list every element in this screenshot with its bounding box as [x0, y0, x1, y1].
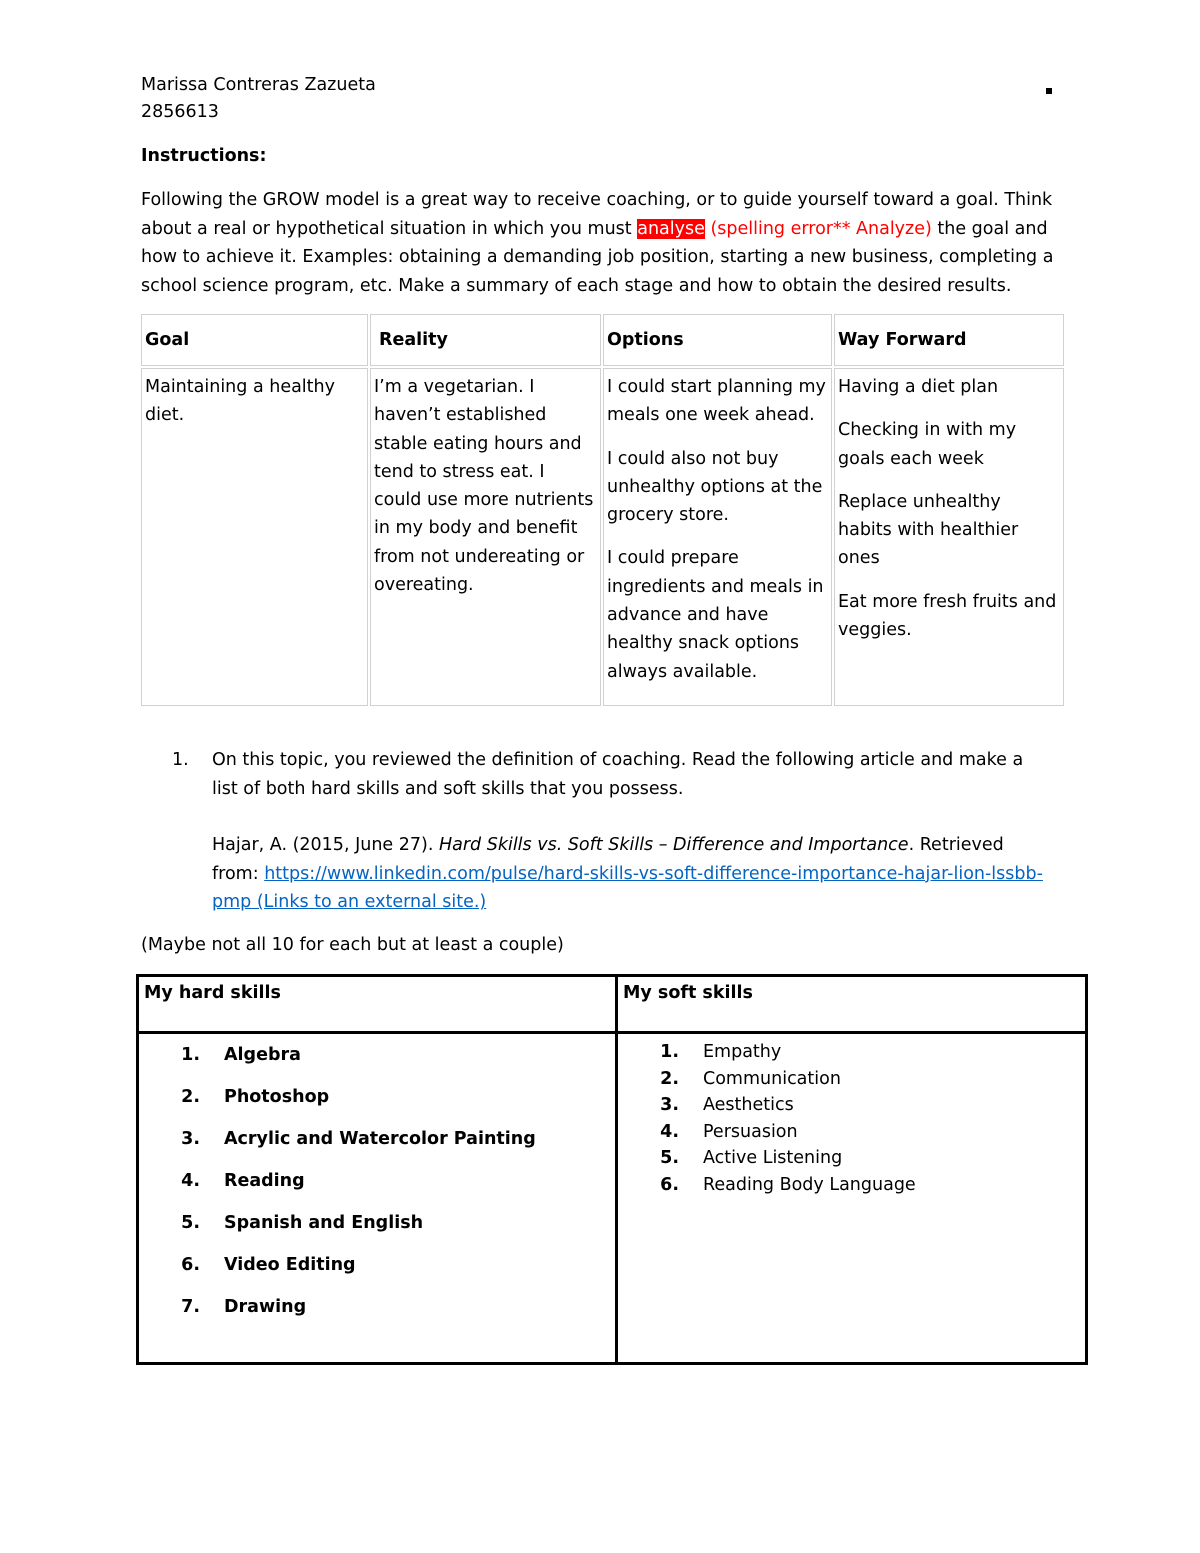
- question-number: 1.: [172, 750, 189, 770]
- goal-cell: [141, 368, 368, 706]
- hard-skills-cell: [138, 1033, 617, 1364]
- skills-header-row: [138, 976, 1087, 1033]
- list-item: 1. Algebra: [181, 1045, 301, 1065]
- author-name: Marissa Contreras Zazueta: [141, 75, 376, 95]
- hard-skills-list: [140, 1035, 614, 1335]
- skills-content-row: [138, 1033, 1087, 1364]
- grow-header-row: [141, 314, 1064, 366]
- article-link[interactable]: https://www.linkedin.com/pulse/hard-skills-vs-soft-difference-importance-hajar-lion-lssbb-pmp (Links to an external site.): [212, 863, 1043, 913]
- citation-title: Hard Skills vs. Soft Skills – Difference and Importance: [438, 835, 909, 856]
- citation-author: Hajar, A. (2015, June 27).: [212, 835, 439, 856]
- intro-text-before: Following the GROW model is a great way to receive coaching, or to guide yourself toward a goal. Think about a real or hypothetical situation in which you must: [141, 190, 1053, 239]
- options-cell: [603, 368, 832, 706]
- goal-text: Maintaining a healthy diet.: [145, 377, 335, 426]
- reality-text: I’m a vegetarian. I haven’t established stable eating hours and tend to stress eat. I could use more nutrients in my body and benefit from not undereating or overeating.: [374, 377, 594, 596]
- soft-skills-cell: [617, 1033, 1087, 1364]
- header-options: Options: [603, 314, 832, 366]
- way-forward-item: Checking in with my goals each week: [838, 420, 1017, 469]
- way-forward-item: Eat more fresh fruits and veggies.: [838, 591, 1057, 641]
- list-item: 6. Video Editing: [181, 1255, 356, 1275]
- soft-skills-list: [619, 1035, 1084, 1198]
- citation: [212, 831, 1052, 917]
- option-item: I could prepare ingredients and meals in advance and have healthy snack options always available.: [607, 548, 824, 682]
- grow-content-row: [141, 368, 1064, 706]
- list-item: 3. Acrylic and Watercolor Painting: [181, 1129, 536, 1149]
- way-forward-item: Having a diet plan: [838, 377, 999, 397]
- spelling-correction: (spelling error** Analyze): [704, 218, 932, 239]
- highlighted-word: analyse: [637, 218, 705, 239]
- list-item: 1. Empathy: [660, 1042, 782, 1062]
- student-id: 2856613: [141, 102, 219, 122]
- question-text: On this topic, you reviewed the definition of coaching. Read the following article and make a list of both hard skills and soft skills that you possess.: [212, 750, 1024, 799]
- soft-skills-header: My soft skills: [617, 976, 1087, 1033]
- skills-table: [136, 974, 1088, 1365]
- header-reality: Reality: [370, 314, 601, 366]
- intro-text-after: the goal and how to achieve it. Examples: obtaining a demanding job position, starting a new business, completing a school science program, etc. Make a summary of each stage and how to obtain the desired results.: [141, 218, 1054, 296]
- list-item: 5. Spanish and English: [181, 1213, 424, 1233]
- instructions-paragraph: [141, 186, 1056, 300]
- way-forward-item: Replace unhealthy habits with healthier ones: [838, 491, 1019, 569]
- bullet-mark: [1046, 88, 1052, 94]
- header-way-forward: Way Forward: [834, 314, 1064, 366]
- reality-cell: [370, 368, 601, 706]
- list-item: 2. Communication: [660, 1068, 841, 1089]
- list-item: 6. Reading Body Language: [660, 1174, 916, 1195]
- list-item: 7. Drawing: [181, 1297, 307, 1317]
- list-item: 3. Aesthetics: [660, 1095, 794, 1115]
- option-item: I could also not buy unhealthy options at the grocery store.: [607, 448, 823, 526]
- way-forward-cell: [834, 368, 1064, 706]
- list-item: 2. Photoshop: [181, 1087, 330, 1107]
- note-text: (Maybe not all 10 for each but at least a couple): [141, 935, 564, 955]
- hard-skills-header: My hard skills: [138, 976, 617, 1033]
- option-item: I could start planning my meals one week ahead.: [607, 377, 826, 426]
- list-item: 4. Reading: [181, 1171, 305, 1191]
- question-1: [172, 746, 1052, 917]
- instructions-heading: Instructions:: [141, 146, 267, 166]
- grow-table: [139, 312, 1066, 708]
- list-item: 5. Active Listening: [660, 1148, 843, 1168]
- list-item: 4. Persuasion: [660, 1121, 798, 1142]
- header-goal: Goal: [141, 314, 368, 366]
- citation-retrieved: . Retrieved from:: [212, 835, 1004, 884]
